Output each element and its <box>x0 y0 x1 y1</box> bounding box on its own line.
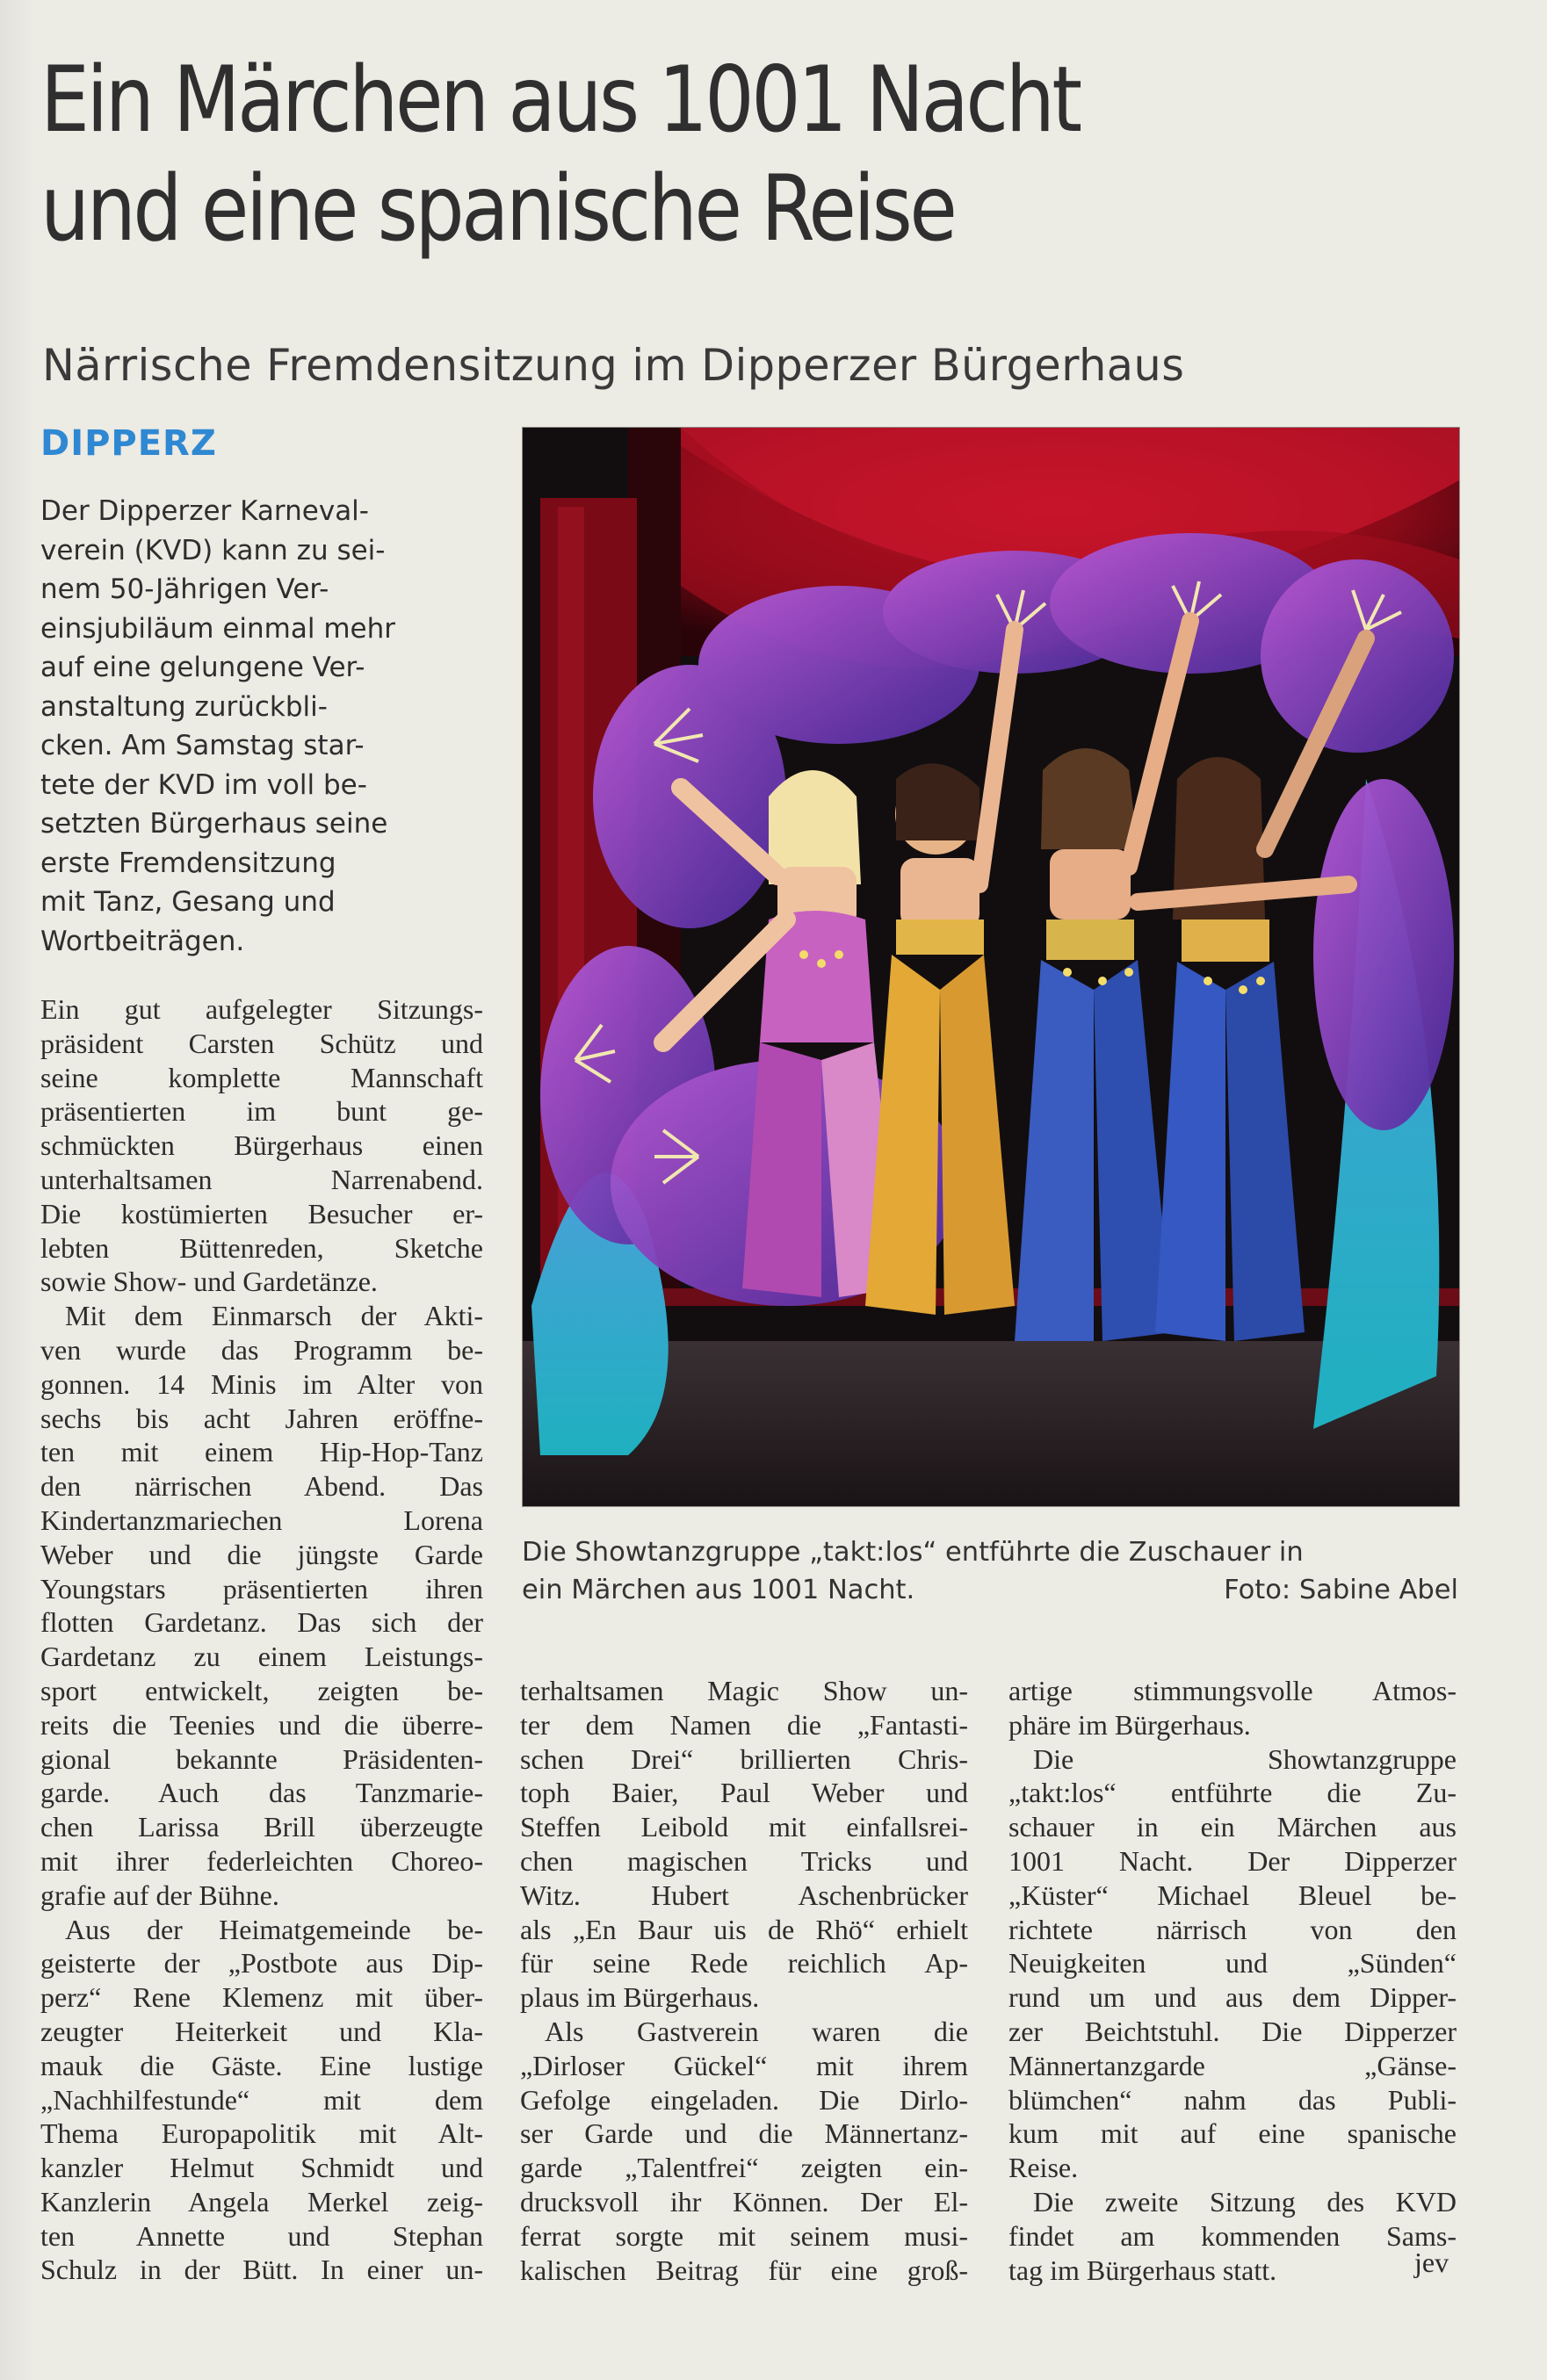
body-line: Gefolge eingeladen. Die Dirlo- <box>520 2083 968 2116</box>
body-line: Aus der Heimatgemeinde be- <box>65 1913 483 1945</box>
headline-line-2: und eine spanische Reise <box>40 156 955 262</box>
body-line: für seine Rede reichlich Ap- <box>520 1947 968 1980</box>
body-line: gonnen. 14 Minis im Alter von <box>40 1367 483 1400</box>
body-line: Witz. Hubert Aschenbrücker <box>520 1879 968 1911</box>
body-line: kanzler Helmut Schmidt und <box>40 2152 483 2184</box>
body-line: „Küster“ Michael Bleuel be- <box>1008 1879 1457 1911</box>
body-line: präsident Carsten Schütz und <box>40 1027 483 1059</box>
body-line: Ein gut aufgelegter Sitzungs- <box>40 993 483 1025</box>
body-line: mit ihrer federleichten Choreo- <box>40 1844 483 1877</box>
body-line: zer Beichtstuhl. Die Dipperzer <box>1008 2015 1457 2047</box>
body-line: schauer in ein Märchen aus <box>1008 1811 1457 1843</box>
body-line: unterhaltsamen Narrenabend. <box>40 1163 483 1195</box>
body-line: schmückten Bürgerhaus einen <box>40 1129 483 1162</box>
body-line: Die zweite Sitzung des KVD <box>1033 2185 1457 2218</box>
body-line: Steffen Leibold mit einfallsrei- <box>520 1811 968 1843</box>
body-line: „Nachhilfestunde“ mit dem <box>40 2083 483 2116</box>
lead-line: erste Fremdensitzung <box>40 847 336 879</box>
body-line: perz“ Rene Klemenz mit über- <box>40 1981 483 2014</box>
body-line: Weber und die jüngste Garde <box>40 1538 483 1570</box>
author-signature: jev <box>1414 2247 1449 2278</box>
body-line: Mit dem Einmarsch der Akti- <box>65 1300 483 1332</box>
body-line: kalischen Beitrag für eine groß- <box>520 2254 968 2286</box>
body-line: grafie auf der Bühne. <box>40 1879 279 1911</box>
lead-line: einsjubiläum einmal mehr <box>40 612 395 645</box>
photo-caption <box>522 1533 1458 1609</box>
lead-line: setzten Bürgerhaus seine <box>40 808 388 840</box>
lead-paragraph <box>40 492 480 961</box>
body-line: gional bekannte Präsidenten- <box>40 1742 483 1775</box>
body-line: terhaltsamen Magic Show un- <box>520 1675 968 1706</box>
lead-line: anstaltung zurückbli- <box>40 690 328 723</box>
body-line: garde „Talentfrei“ zeigten ein- <box>520 2152 968 2184</box>
body-line: Als Gastverein waren die <box>545 2015 968 2047</box>
body-line: phäre im Bürgerhaus. <box>1008 1708 1251 1741</box>
lead-line: nem 50-Jährigen Ver- <box>40 573 329 605</box>
body-line: Kindertanzmariechen Lorena <box>40 1504 483 1536</box>
dancers-illustration <box>523 428 1459 1506</box>
body-line: lebten Büttenreden, Sketche <box>40 1231 483 1264</box>
body-line: Die kostümierten Besucher er- <box>40 1197 483 1230</box>
headline-line-1: Ein Märchen aus 1001 Nacht <box>40 47 1080 153</box>
body-line: Reise. <box>1008 2152 1079 2184</box>
body-line: „Dirloser Gückel“ mit ihrem <box>520 2049 968 2081</box>
body-line: artige stimmungsvolle Atmos- <box>1008 1675 1457 1706</box>
body-line: findet am kommenden Sams- <box>1008 2219 1457 2252</box>
body-line: Thema Europapolitik mit Alt- <box>40 2117 483 2150</box>
body-line: Neuigkeiten und „Sünden“ <box>1008 1947 1457 1980</box>
lead-line: Der Dipperzer Karneval- <box>40 495 369 527</box>
body-line: ten mit einem Hip-Hop-Tanz <box>40 1436 483 1468</box>
body-line: tag im Bürgerhaus statt. <box>1008 2254 1277 2286</box>
body-line: seine komplette Mannschaft <box>40 1061 483 1093</box>
lead-line: verein (KVD) kann zu sei- <box>40 534 386 566</box>
body-line: zeugter Heiterkeit und Kla- <box>40 2015 483 2047</box>
lead-line: mit Tanz, Gesang und <box>40 886 336 918</box>
body-line: drucksvoll ihr Können. Der El- <box>520 2185 968 2218</box>
article-photo <box>522 427 1460 1507</box>
body-line: ter dem Namen die „Fantasti- <box>520 1708 968 1741</box>
body-line: ten Annette und Stephan <box>40 2219 483 2252</box>
body-line: sport entwickelt, zeigten be- <box>40 1674 483 1706</box>
body-line: reits die Teenies und die überre- <box>40 1708 483 1741</box>
body-line: Gardetanz zu einem Leistungs- <box>40 1641 483 1673</box>
body-line: toph Baier, Paul Weber und <box>520 1777 968 1809</box>
body-line: sowie Show- und Gardetänze. <box>40 1266 378 1298</box>
body-line: ser Garde und die Männertanz- <box>520 2117 968 2150</box>
body-line: kum mit auf eine spanische <box>1008 2117 1457 2150</box>
bleed-through-left <box>5 18 40 1511</box>
body-line: präsentierten im bunt ge- <box>40 1095 483 1128</box>
body-line: schen Drei“ brillierten Chris- <box>520 1742 968 1775</box>
body-line: 1001 Nacht. Der Dipperzer <box>1008 1844 1457 1877</box>
dateline: DIPPERZ <box>40 423 217 464</box>
body-line: geisterte der „Postbote aus Dip- <box>40 1947 483 1980</box>
body-line: ferrat sorgte mit seinem musi- <box>520 2219 968 2252</box>
body-line: Youngstars präsentierten ihren <box>40 1572 483 1605</box>
caption-line-2: ein Märchen aus 1001 Nacht. <box>522 1575 915 1605</box>
body-line: ven wurde das Programm be- <box>40 1333 483 1366</box>
body-line: plaus im Bürgerhaus. <box>520 1981 760 2014</box>
lead-line: tete der KVD im voll be- <box>40 768 367 801</box>
body-line: Männertanzgarde „Gänse- <box>1008 2049 1457 2081</box>
lead-line: Wortbeiträgen. <box>40 925 245 957</box>
lead-line: cken. Am Samstag star- <box>40 730 365 761</box>
body-line: den närrischen Abend. Das <box>40 1470 483 1503</box>
body-line: richtete närrisch von den <box>1008 1913 1457 1945</box>
body-line: garde. Auch das Tanzmarie- <box>40 1777 483 1809</box>
photo-credit: Foto: Sabine Abel <box>1224 1575 1458 1605</box>
body-line: chen magischen Tricks und <box>520 1844 968 1877</box>
bleed-through-right <box>1476 18 1546 1686</box>
body-line: Die Showtanzgruppe <box>1033 1742 1457 1775</box>
headline <box>40 46 1080 263</box>
body-column-1 <box>40 992 483 2287</box>
body-line: flotten Gardetanz. Das sich der <box>40 1606 483 1639</box>
body-line: mauk die Gäste. Eine lustige <box>40 2049 483 2081</box>
body-line: sechs bis acht Jahren eröffne- <box>40 1402 483 1434</box>
body-column-2 <box>520 1674 968 2287</box>
subtitle: Närrische Fremdensitzung im Dipperzer Bürgerhaus <box>42 340 1185 391</box>
body-line: als „En Baur uis de Rhö“ erhielt <box>520 1913 968 1945</box>
body-line: chen Larissa Brill überzeugte <box>40 1811 483 1843</box>
body-line: blümchen“ nahm das Publi- <box>1008 2083 1457 2116</box>
caption-line-1: Die Showtanzgruppe „takt:los“ entführte die Zuschauer in <box>522 1537 1304 1568</box>
body-column-3 <box>1008 1674 1457 2287</box>
body-line: Schulz in der Bütt. In einer un- <box>40 2254 483 2286</box>
body-line: Kanzlerin Angela Merkel zeig- <box>40 2185 483 2218</box>
lead-line: auf eine gelungene Ver- <box>40 652 365 683</box>
body-line: rund um und aus dem Dipper- <box>1008 1981 1457 2014</box>
body-line: „takt:los“ entführte die Zu- <box>1008 1777 1457 1809</box>
